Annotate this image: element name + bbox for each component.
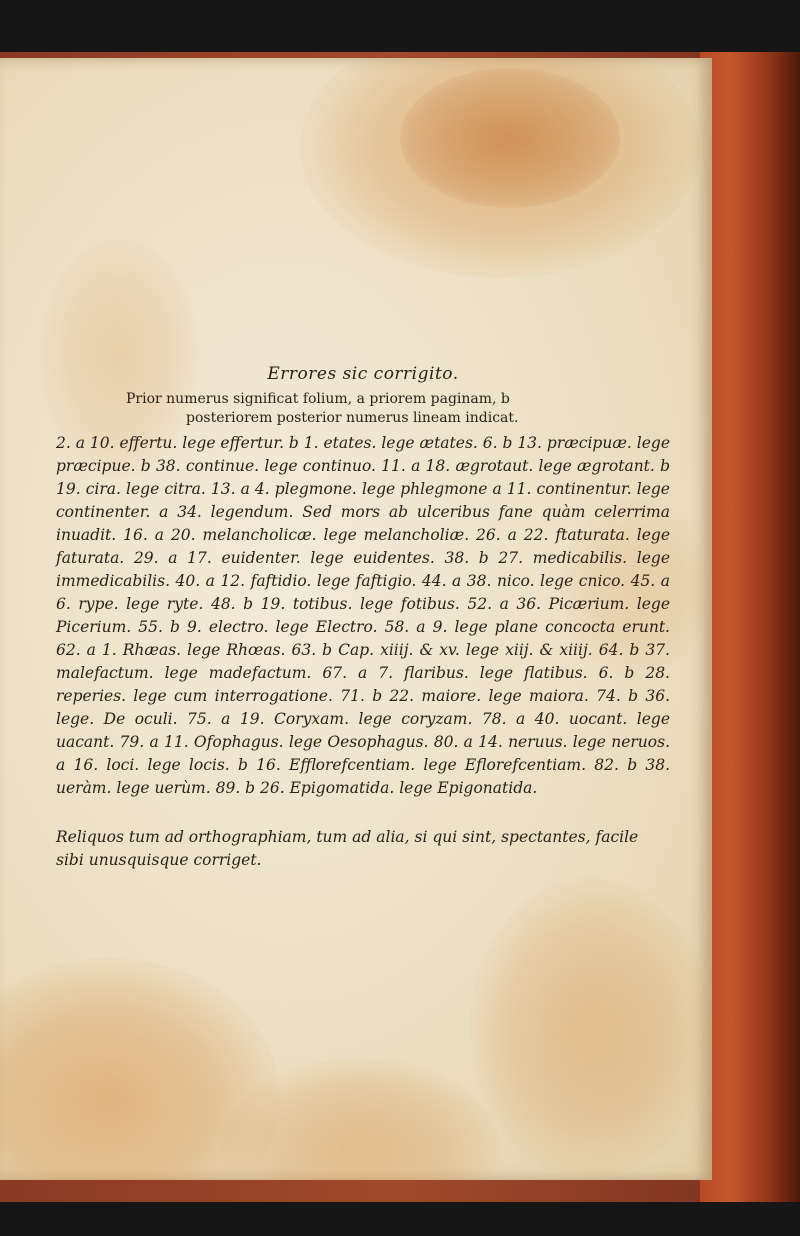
errata-list: 2. a 10. effertu. lege effertur. b 1. etates. lege ætates. 6. b 13. præcipuæ. lege præcipue. b 38. continue. lege continuo. 11. a 18. ægrotaut. lege ægrotant. b 19. cira. lege citra. 13. a 4. plegmone. lege phlegmone a 11. continentur. lege continenter. a 34. legendum. Sed mors ab ulceribus fane quàm celerrima inuadit. 16. a 20. melancholicæ. lege melancholiæ. 26. a 22. ftaturata. lege faturata. 29. a 17. euidenter. lege euidentes. 38. b 27. medicabilis. lege immedicabilis. 40. a 12. faftidio. lege faftigio. 44. a 38. nico. lege cnico. 45. a 6. rype. lege ryte. 48. b 19. totibus. lege fotibus. 52. a 36. Picærium. lege Picerium. 55. b 9. electro. lege Electro. 58. a 9. lege plane concocta erunt. 62. a 1. Rhæas. lege Rhœas. 63. b Cap. xiiij. & xv. lege xiij. & xiiij. 64. b 37. malefactum. lege madefactum. 67. a 7. flaribus. lege flatibus. 6. b 28. reperies. lege cum interrogatione. 71. b 22. maiore. lege maiora. 74. b 36. lege. De oculi. 75. a 19. Coryxam. lege coryzam. 78. a 40. uocant. lege uacant. 79. a 11. Ofophagus. lege Oesophagus. 80. a 14. neruus. lege neruos. a 16. loci. lege locis. b 16. Efflorefcentiam. lege Eflorefcentiam. 82. b 38. ueràm. lege uerùm. 89. b 26. Epigomatida. lege Epigonatida. bbox=[56, 434, 670, 797]
errata-text-block bbox=[56, 364, 670, 872]
usage-note-line-2: posteriorem posterior numerus lineam indicat. bbox=[186, 410, 519, 426]
page-title: Errores sic corrigito. bbox=[267, 364, 459, 384]
closing-remark: Reliquos tum ad orthographiam, tum ad alia, si qui sint, spectantes, facile sibi unusquisque corriget. bbox=[56, 828, 639, 869]
water-stain bbox=[400, 68, 620, 208]
errata-page bbox=[0, 58, 712, 1180]
water-stain bbox=[470, 878, 710, 1178]
page-edge bbox=[700, 52, 800, 1202]
usage-note-line-1: Prior numerus significat folium, a priorem paginam, b bbox=[126, 391, 510, 407]
